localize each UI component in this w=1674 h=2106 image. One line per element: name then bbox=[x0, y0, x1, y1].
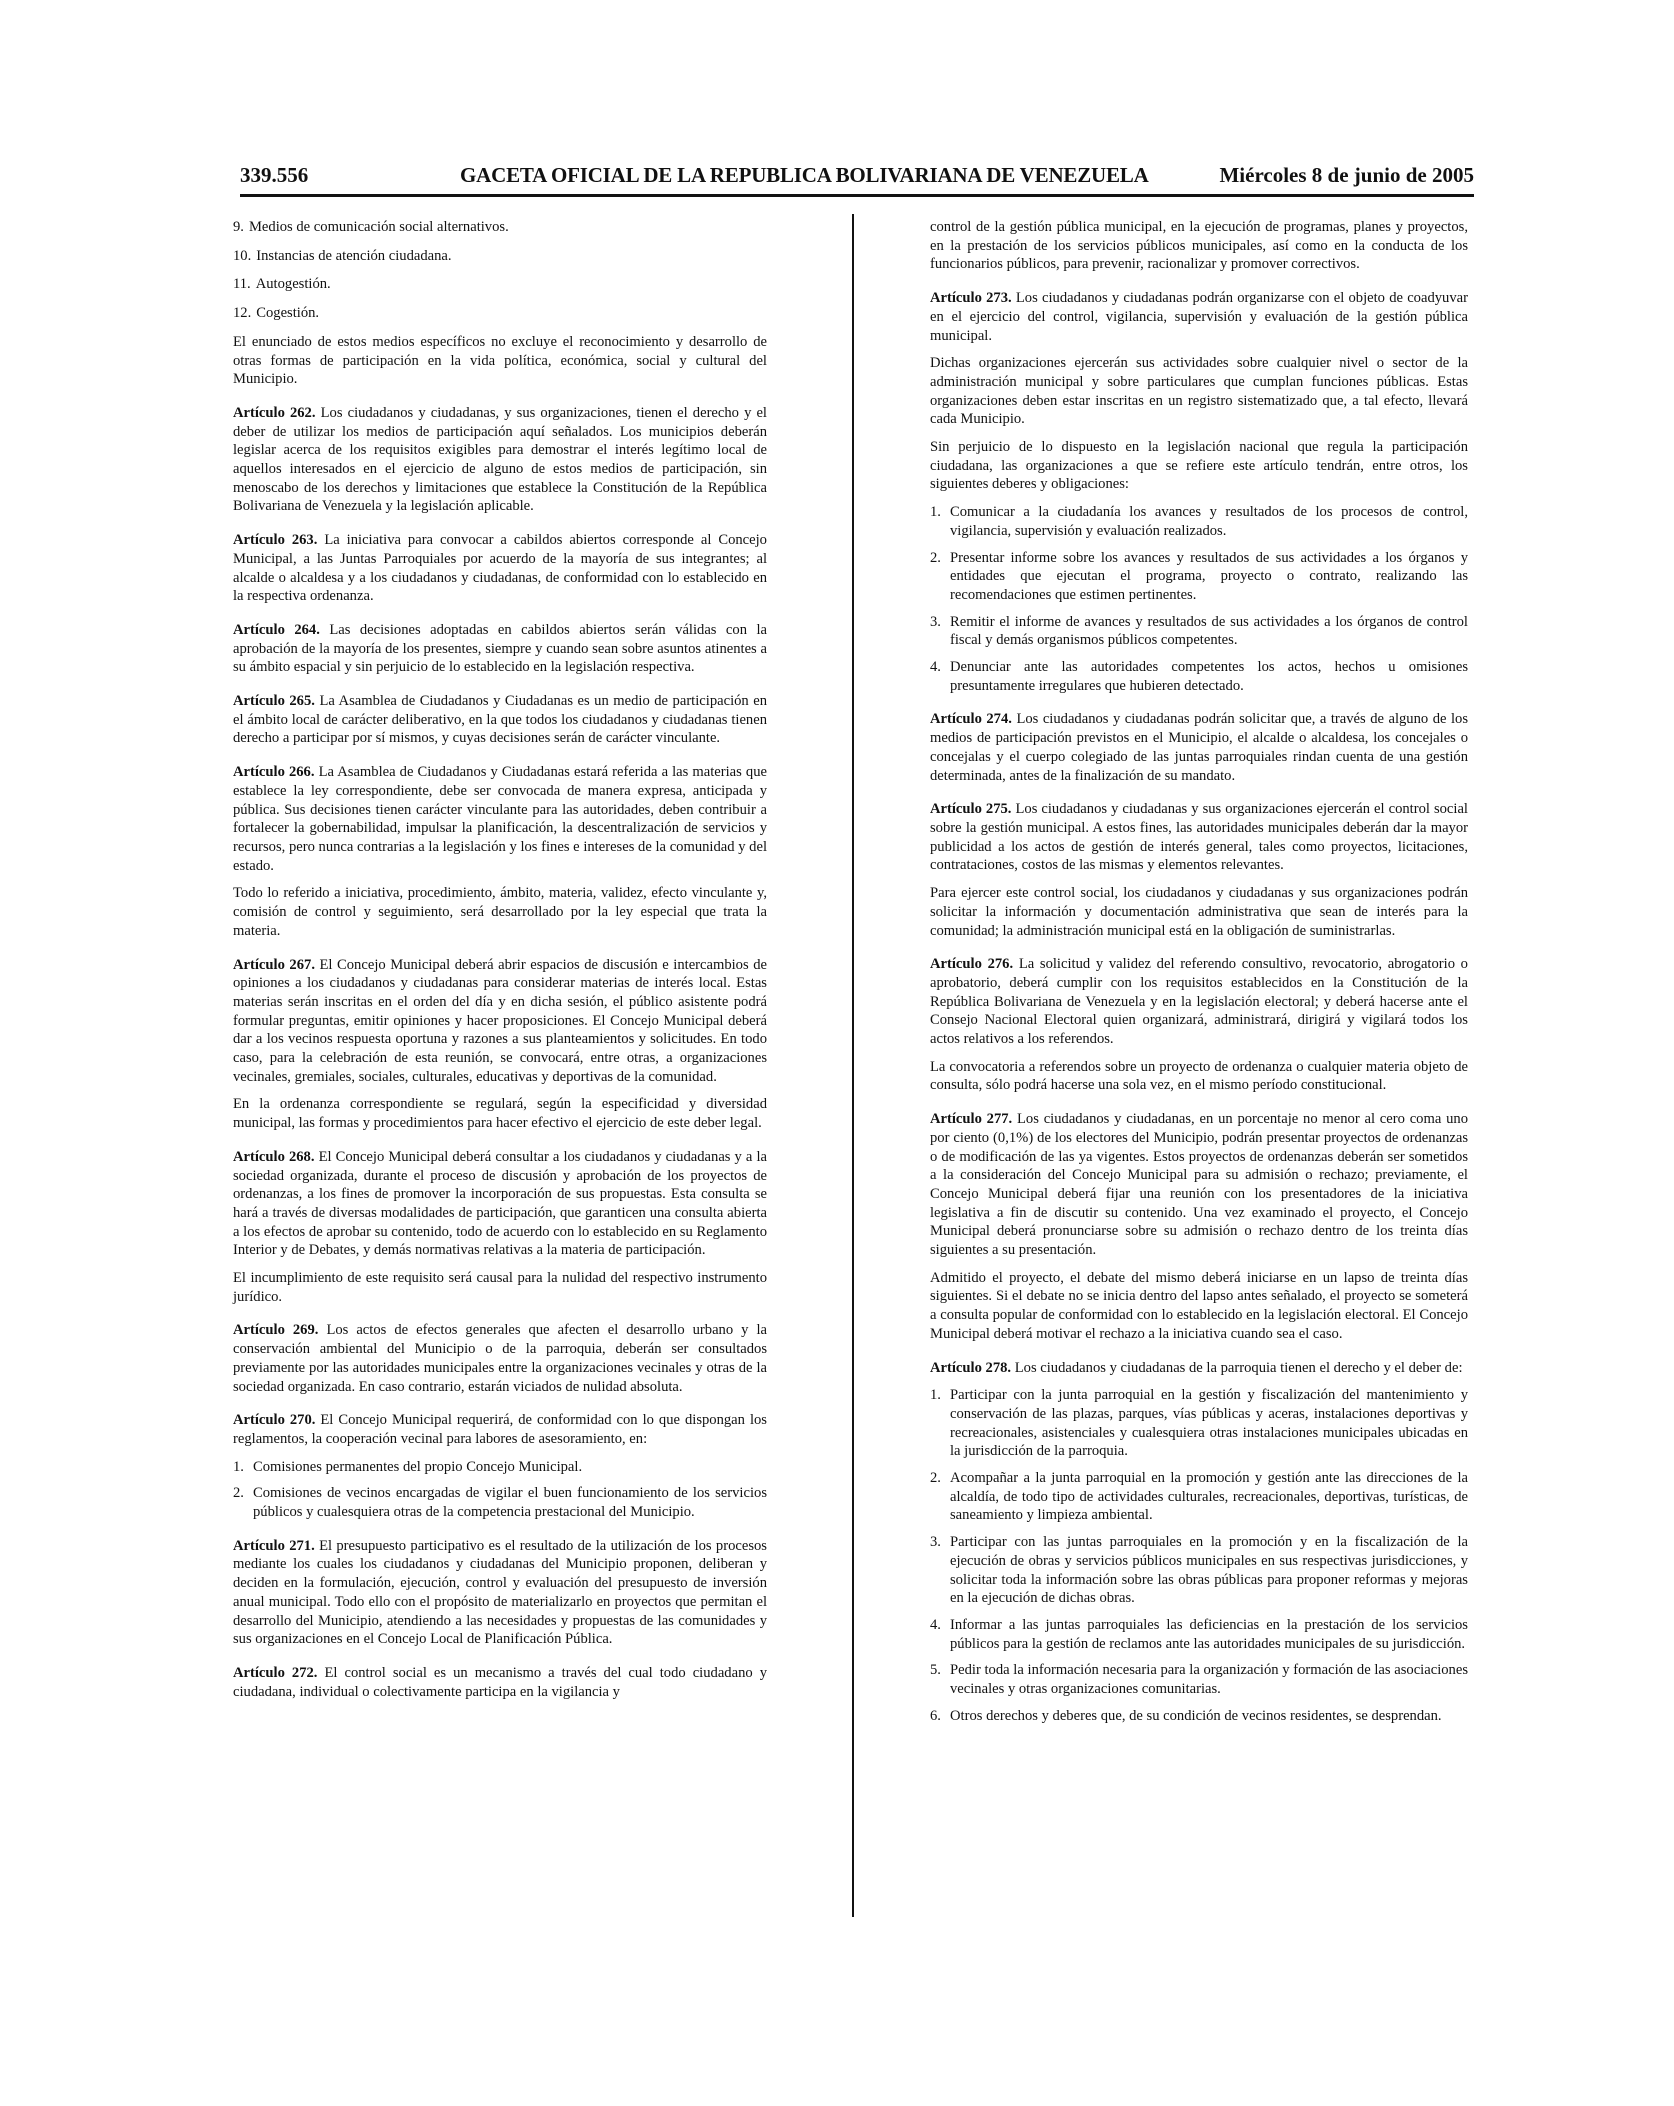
list-item: 12. Cogestión. bbox=[233, 305, 320, 322]
article-271: Artículo 271. El presupuesto participativo es el resultado de la utilización de los procesos mediante los cuales los ciudadanos y ciudadanas del Municipio proponen, deliberan y deciden en la formulación, ejecución, control y evaluación del presupuesto de inversión anual municipal. Todo ello con el propósito de materializarlo en proyectos que permitan el desarrollo del Municipio, atendiendo a las necesidades y propuestas de las comunidades y sus organizaciones en el Concejo Local de Planificación Pública. bbox=[233, 1537, 767, 1648]
article-title: Artículo 265. bbox=[233, 693, 315, 710]
article-title: Artículo 271. bbox=[233, 1537, 315, 1554]
gazette-title: GACETA OFICIAL DE LA REPUBLICA BOLIVARIANA DE VENEZUELA bbox=[460, 163, 1149, 187]
list-item: 2. Acompañar a la junta parroquial en la promoción y gestión ante las direcciones de la alcaldía, de todo tipo de actividades culturales, recreacionales, deportivas, turísticas, de saneamiento y limpieza ambiental. bbox=[930, 1470, 1468, 1524]
article-272: Artículo 272. El control social es un mecanismo a través del cual todo ciudadano y ciudadana, individual o colectivamente participa en la vigilancia y bbox=[233, 1665, 767, 1700]
article-269: Artículo 269. Los actos de efectos generales que afecten el desarrollo urbano y la conservación ambiental del Municipio o de la parroquia, deberán ser consultados previamente por las autoridades municipales entre la organizaciones vecinales y otras de la sociedad organizada. En caso contrario, estarán viciados de nulidad absoluta. bbox=[233, 1322, 767, 1395]
paragraph: Dichas organizaciones ejercerán sus actividades sobre cualquier nivel o sector de la administración municipal y sobre particulares que cumplan funciones públicas. Estas organizaciones deben estar inscritas en un registro sistematizado que, a tal efecto, llevará cada Municipio. bbox=[930, 355, 1468, 428]
article-title: Artículo 276. bbox=[930, 956, 1014, 973]
list-item: 1. Participar con la junta parroquial en la gestión y fiscalización del mantenimiento y conservación de las plazas, parques, vías públicas y aceras, instalaciones deportivas y recreacionales, asistenciales y cualesquiera otras instalaciones municipales ubicadas en la jurisdicción de la parroquia. bbox=[930, 1387, 1468, 1460]
article-270: Artículo 270. El Concejo Municipal requerirá, de conformidad con lo que dispongan los reglamentos, la cooperación vecinal para labores de asesoramiento, en: bbox=[233, 1412, 767, 1447]
list-item: 9. Medios de comunicación social alternativos. bbox=[233, 219, 509, 235]
paragraph: En la ordenanza correspondiente se regulará, según la especificidad y diversidad municipal, las formas y procedimientos para hacer efectivo el ejercicio de este deber legal. bbox=[233, 1096, 767, 1132]
left-column bbox=[233, 218, 767, 1710]
article-276: Artículo 276. La solicitud y validez del referendo consultivo, revocatorio, abrogatorio o aprobatorio, deberá cumplir con los requisitos establecidos en la Constitución de la República Bolivariana de Venezuela y en la legislación electoral; y deberá hacerse ante el Consejo Nacional Electoral quien organizará, administrará, dirigirá y vigilará todos los actos relativos a los referendos. bbox=[930, 956, 1468, 1048]
article-267: Artículo 267. El Concejo Municipal deberá abrir espacios de discusión e intercambios de opiniones a los ciudadanos y ciudadanas para considerar materias de interés local. Estas materias serán inscritas en el orden del día y en dicha sesión, el público asistente podrá formular preguntas, emitir opiniones y hacer proposiciones. El Concejo Municipal deberá dar a los vecinos respuesta oportuna y razones a sus planteamientos y solicitudes. En todo caso, para la celebración de esta reunión, se convocará, entre otras, a organizaciones vecinales, gremiales, sociales, culturales, educativas y deportivas de la comunidad. bbox=[233, 956, 767, 1085]
article-title: Artículo 262. bbox=[233, 404, 316, 421]
article-262: Artículo 262. Los ciudadanos y ciudadanas, y sus organizaciones, tienen el derecho y el deber de utilizar los medios de participación aquí señalados. Los municipios deberán legislar acerca de los requisitos exigibles para demostrar el interés legítimo local de aquellos interesados en el ejercicio de alguno de estos medios de participación, sin menoscabo de los derechos y limitaciones que establece la Constitución de la República Bolivariana de Venezuela y la legislación aplicable. bbox=[233, 404, 767, 515]
paragraph: Admitido el proyecto, el debate del mismo deberá iniciarse en un lapso de treinta días siguientes. Si el debate no se inicia dentro del lapso antes señalado, el proyecto se someterá a consulta popular de conformidad con lo establecido en la legislación electoral. El Concejo Municipal deberá motivar el rechazo a la iniciativa cuando sea el caso. bbox=[930, 1269, 1468, 1342]
paragraph: La convocatoria a referendos sobre un proyecto de ordenanza o cualquier materia objeto de consulta, sólo podrá hacerse una sola vez, en el mismo período constitucional. bbox=[930, 1058, 1468, 1094]
list-item: 1. Comunicar a la ciudadanía los avances y resultados de los procesos de control, vigilancia, supervisión y evaluación realizados. bbox=[930, 504, 1468, 539]
article-275: Artículo 275. Los ciudadanos y ciudadanas y sus organizaciones ejercerán el control social sobre la gestión municipal. A estos fines, las autoridades municipales deberán dar la mayor publicidad a los actos de gestión de interés general, tales como proyectos, licitaciones, contrataciones, costos de las mismas y elementos relevantes. bbox=[930, 801, 1468, 874]
article-title: Artículo 278. bbox=[930, 1359, 1012, 1376]
article-263: Artículo 263. La iniciativa para convocar a cabildos abiertos corresponde al Concejo Municipal, a las Juntas Parroquiales por acuerdo de la mayoría de sus integrantes; al alcalde o alcaldesa y a los ciudadanos y ciudadanas, de conformidad con lo establecido en la respectiva ordenanza. bbox=[233, 532, 767, 605]
paragraph: Sin perjuicio de lo dispuesto en la legislación nacional que regula la participación ciudadana, las organizaciones a que se refiere este artículo tendrán, entre otros, los siguientes deberes y obligaciones: bbox=[930, 439, 1468, 493]
article-title: Artículo 273. bbox=[930, 290, 1012, 307]
list-item: 1. Comisiones permanentes del propio Concejo Municipal. bbox=[233, 1458, 583, 1475]
publication-date: Miércoles 8 de junio de 2005 bbox=[1219, 163, 1474, 187]
list-item: 6. Otros derechos y deberes que, de su condición de vecinos residentes, se desprendan. bbox=[930, 1707, 1442, 1724]
article-title: Artículo 269. bbox=[233, 1322, 319, 1339]
article-265: Artículo 265. La Asamblea de Ciudadanos y Ciudadanas es un medio de participación en el ámbito local de carácter deliberativo, en la que todos los ciudadanos y ciudadanas tienen derecho a participar por sí mismos, y cuyas decisiones serán de carácter vinculante. bbox=[233, 693, 767, 747]
article-274: Artículo 274. Los ciudadanos y ciudadanas podrán solicitar que, a través de alguno de los medios de participación previstos en el Municipio, el alcalde o alcaldesa, los concejales o concejalas y el cuerpo colegiado de las juntas parroquiales rindan cuenta de una gestión determinada, antes de la finalización de su mandato. bbox=[930, 711, 1468, 784]
paragraph: El incumplimiento de este requisito será causal para la nulidad del respectivo instrumento jurídico. bbox=[233, 1270, 767, 1305]
article-title: Artículo 277. bbox=[930, 1111, 1013, 1128]
paragraph: Todo lo referido a iniciativa, procedimiento, ámbito, materia, validez, efecto vinculante y, comisión de control y seguimiento, será desarrollado por la ley especial que trata la materia. bbox=[233, 885, 767, 939]
list-item: 3. Remitir el informe de avances y resultados de sus actividades a los órganos de control fiscal y demás organismos públicos competentes. bbox=[930, 613, 1468, 649]
article-277: Artículo 277. Los ciudadanos y ciudadanas, en un porcentaje no menor al cero coma uno por ciento (0,1%) de los electores del Municipio, podrán presentar proyectos de ordenanzas o de modificación de las ya vigentes. Estos proyectos de ordenanzas deberán ser sometidos a la consideración del Concejo Municipal para su admisión o rechazo; previamente, el Concejo Municipal deberá fijar una reunión con los presentadores de la iniciativa legislativa a fin de discutir su contenido. Una vez examinado el proyecto, el Concejo Municipal deberá pronunciarse sobre su admisión o rechazo dentro de los treinta días siguientes a su presentación. bbox=[930, 1111, 1468, 1259]
article-title: Artículo 266. bbox=[233, 764, 315, 781]
list-item: 5. Pedir toda la información necesaria para la organización y formación de las asociaciones vecinales y otras organizaciones comunitarias. bbox=[930, 1662, 1468, 1698]
article-278: Artículo 278. Los ciudadanos y ciudadanas de la parroquia tienen el derecho y el deber de: bbox=[930, 1359, 1463, 1376]
article-title: Artículo 267. bbox=[233, 956, 315, 973]
article-title: Artículo 275. bbox=[930, 801, 1012, 818]
list-item: 4. Denunciar ante las autoridades competentes los actos, hechos u omisiones presuntamente irregulares que hubieren detectado. bbox=[930, 659, 1468, 694]
participation-means-list bbox=[233, 218, 767, 323]
article-273-list bbox=[930, 503, 1468, 695]
right-column bbox=[930, 218, 1468, 1734]
list-item: 3. Participar con las juntas parroquiales en la promoción y en la fiscalización de la ejecución de obras y servicios públicos municipales en sus respectivas jurisdicciones, y solicitar toda la información sobre las obras públicas para proponer reformas y mejoras en la ejecución de dichas obras. bbox=[930, 1534, 1468, 1607]
article-273: Artículo 273. Los ciudadanos y ciudadanas podrán organizarse con el objeto de coadyuvar en el ejercicio del control, vigilancia, supervisión y evaluación de la gestión pública municipal. bbox=[930, 290, 1468, 344]
paragraph: control de la gestión pública municipal, en la ejecución de programas, planes y proyectos, en la prestación de los servicios públicos municipales, así como en la conducta de los funcionarios públicos, para prevenir, racionalizar y promover correctivos. bbox=[930, 219, 1468, 273]
article-title: Artículo 264. bbox=[233, 621, 320, 638]
article-266: Artículo 266. La Asamblea de Ciudadanos y Ciudadanas estará referida a las materias que establece la ley correspondiente, debe ser convocada de manera expresa, anticipada y pública. Sus decisiones tienen carácter vinculante para las autoridades, deben contribuir a fortalecer la gobernabilidad, impulsar la planificación, la descentralización de servicios y recursos, pero nunca contrarias a la legislación y los fines e intereses de la comunidad y del estado. bbox=[233, 764, 767, 874]
list-item: 4. Informar a las juntas parroquiales las deficiencias en la prestación de los servicios públicos para la gestión de reclamos ante las autoridades municipales de su jurisdicción. bbox=[930, 1617, 1468, 1652]
article-title: Artículo 268. bbox=[233, 1148, 315, 1165]
paragraph: El enunciado de estos medios específicos no excluye el reconocimiento y desarrollo de otras formas de participación en la vida política, económica, social y cultural del Municipio. bbox=[233, 333, 767, 388]
list-item: 2. Presentar informe sobre los avances y resultados de sus actividades a los órganos y entidades que ejecutan el programa, proyecto o contrato, realizando las recomendaciones que estimen pertinentes. bbox=[930, 549, 1468, 603]
article-title: Artículo 263. bbox=[233, 532, 318, 549]
page-header bbox=[240, 163, 1474, 189]
article-268: Artículo 268. El Concejo Municipal deberá consultar a los ciudadanos y ciudadanas y a la sociedad organizada, durante el proceso de discusión y aprobación de los proyectos de ordenanzas, a los fines de promover la incorporación de sus propuestas. Esta consulta se hará a través de diversas modalidades de participación, que garanticen una consulta abierta a los efectos de aprobar su contenido, todo de acuerdo con lo establecido en su Reglamento Interior y de Debates, y demás normativas relativas a la materia de participación. bbox=[233, 1148, 767, 1259]
header-rule bbox=[240, 194, 1474, 197]
article-270-list bbox=[233, 1458, 767, 1522]
column-divider bbox=[852, 214, 854, 1917]
article-title: Artículo 270. bbox=[233, 1412, 316, 1429]
paragraph: Para ejercer este control social, los ciudadanos y ciudadanas y sus organizaciones podrán solicitar la información y documentación administrativa que sean de interés para la comunidad; la administración municipal está en la obligación de suministrarlas. bbox=[930, 885, 1468, 939]
article-278-list bbox=[930, 1386, 1468, 1725]
article-title: Artículo 274. bbox=[930, 711, 1012, 728]
page-number: 339.556 bbox=[240, 163, 309, 187]
list-item: 2. Comisiones de vecinos encargadas de vigilar el buen funcionamiento de los servicios públicos y cualesquiera otras de la competencia prestacional del Municipio. bbox=[233, 1485, 767, 1521]
list-item: 11. Autogestión. bbox=[233, 276, 331, 293]
list-item: 10. Instancias de atención ciudadana. bbox=[233, 247, 452, 264]
article-264: Artículo 264. Las decisiones adoptadas en cabildos abiertos serán válidas con la aprobación de la mayoría de los presentes, siempre y cuando sean sobre asuntos atinentes a su ámbito espacial y sin perjuicio de lo establecido en la legislación respectiva. bbox=[233, 621, 767, 676]
article-title: Artículo 272. bbox=[233, 1665, 318, 1681]
